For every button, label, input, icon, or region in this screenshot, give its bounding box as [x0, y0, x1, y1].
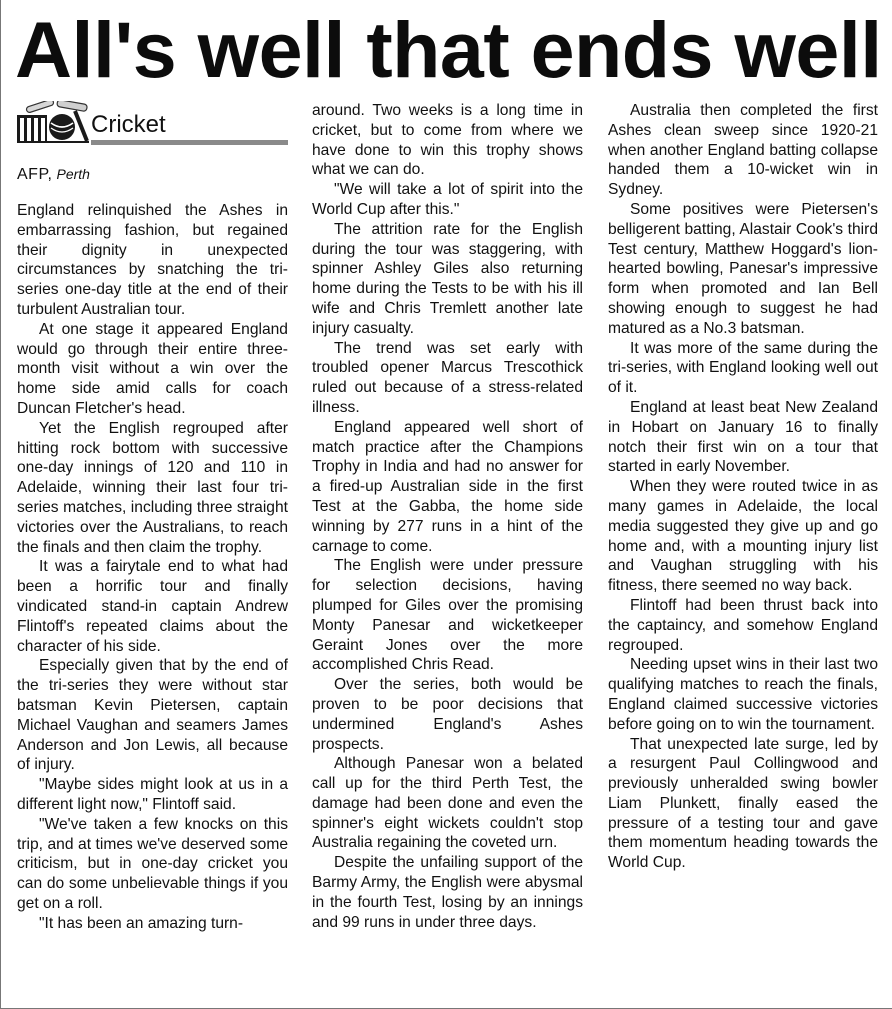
paragraph: Yet the English regrouped after hitting rock bottom with successive one-day innings of 120 and 110 in Adelaide, winning their last four tri-series matches, including three straight victories over the Australians, to reach the finals and then claim the trophy.: [17, 419, 288, 556]
byline: [17, 163, 288, 185]
paragraph: It was more of the same during the tri-series, with England looking well out of it.: [608, 339, 878, 397]
paragraph: Over the series, both would be proven to be poor decisions that undermined England's Ashes prospects.: [312, 676, 583, 753]
article-column-2: [312, 101, 583, 932]
paragraph: The English were under pressure for selection decisions, having plumped for Giles over the promising Monty Panesar and wicketkeeper Geraint Jones over the more accomplished Chris Read.: [312, 557, 583, 674]
paragraph: Needing upset wins in their last two qualifying matches to reach the finals, England claimed successive victories before going on to win the tournament.: [608, 656, 878, 733]
article-column-3: [608, 101, 878, 873]
paragraph: It was a fairytale end to what had been a horrific tour and finally vindicated stand-in captain Andrew Flintoff's repeated claims about the character of his side.: [17, 558, 288, 655]
section-label: Cricket: [91, 111, 166, 138]
paragraph: When they were routed twice in as many games in Adelaide, the local media suggested they give up and go home and, with a mounting injury list and Vaughan struggling with his fitness, there seemed no way back.: [608, 478, 878, 595]
paragraph: At one stage it appeared England would go through their entire three-month visit without a win over the home side amid calls for coach Duncan Fletcher's head.: [17, 320, 288, 417]
paragraph: England at least beat New Zealand in Hobart on January 16 to finally notch their first win on a tour that started in early November.: [608, 398, 878, 476]
paragraph: The trend was set early with troubled opener Marcus Trescothick ruled out because of a stress-related illness.: [312, 339, 583, 416]
paragraph: Australia then completed the first Ashes clean sweep since 1920-21 when another England batting collapse handed them a 10-wicket win in Sydney.: [608, 102, 878, 199]
paragraph: "Maybe sides might look at us in a different light now," Flintoff said.: [17, 776, 288, 813]
paragraph: "It has been an amazing turn-: [39, 914, 244, 932]
section-tag: [17, 101, 288, 151]
paragraph: That unexpected late surge, led by a resurgent Paul Collingwood and previously unheralded swing bowler Liam Plunkett, finally eased the pressure of a testing tour and gave them momentum heading towards the World Cup.: [608, 735, 878, 872]
paragraph: Although Panesar won a belated call up for the third Perth Test, the damage had been done and even the spinner's eight wickets couldn't stop Australia regaining the coveted urn.: [312, 755, 583, 852]
paragraph: England relinquished the Ashes in embarrassing fashion, but regained their dignity in unexpected circumstances by snatching the tri-series one-day title at the end of their turbulent Australian tour.: [17, 202, 288, 318]
byline-city: Perth: [56, 166, 90, 182]
paragraph: Especially given that by the end of the tri-series they were without star batsman Kevin Pietersen, captain Michael Vaughan and seamers James Anderson and Jon Lewis, all because of injury.: [17, 657, 288, 774]
paragraph: The attrition rate for the English during the tour was staggering, with spinner Ashley Giles also returning home during the Tests to be with his ill wife and Chris Tremlett another late injury casualty.: [312, 220, 583, 337]
column-1-paragraphs: [17, 201, 288, 933]
paragraph: Some positives were Pietersen's belligerent batting, Alastair Cook's third Test century, Matthew Hoggard's lion-hearted bowling, Panesar's impressive form when promoted and Ian Bell showing enough to suggest he had matured as a No.3 batsman.: [608, 200, 878, 337]
paragraph: "We will take a lot of spirit into the World Cup after this.": [312, 181, 583, 218]
headline: All's well that ends well: [15, 5, 882, 94]
paragraph: Flintoff had been thrust back into the captaincy, and somehow England regrouped.: [608, 596, 878, 654]
paragraph: England appeared well short of match practice after the Champions Trophy in India and had no answer for a fired-up Australian side in the first Test at the Gabba, the home side winning by 277 runs in a hint of the carnage to come.: [312, 418, 583, 555]
cricket-bat-ball-stumps-icon: [17, 101, 89, 143]
paragraph: "We've taken a few knocks on this trip, and at times we've deserved some criticism, but in one-day cricket you can do some unbelievable things if you get on a roll.: [17, 815, 288, 912]
byline-agency: AFP,: [17, 166, 53, 183]
article-column-1: [17, 101, 288, 933]
paragraph: Despite the unfailing support of the Barmy Army, the English were abysmal in the fourth Test, losing by an innings and 99 runs in under three days.: [312, 854, 583, 931]
section-rule: [91, 140, 288, 145]
paragraph: around. Two weeks is a long time in cricket, but to come from where we have done to win this trophy shows what we can do.: [312, 102, 583, 179]
